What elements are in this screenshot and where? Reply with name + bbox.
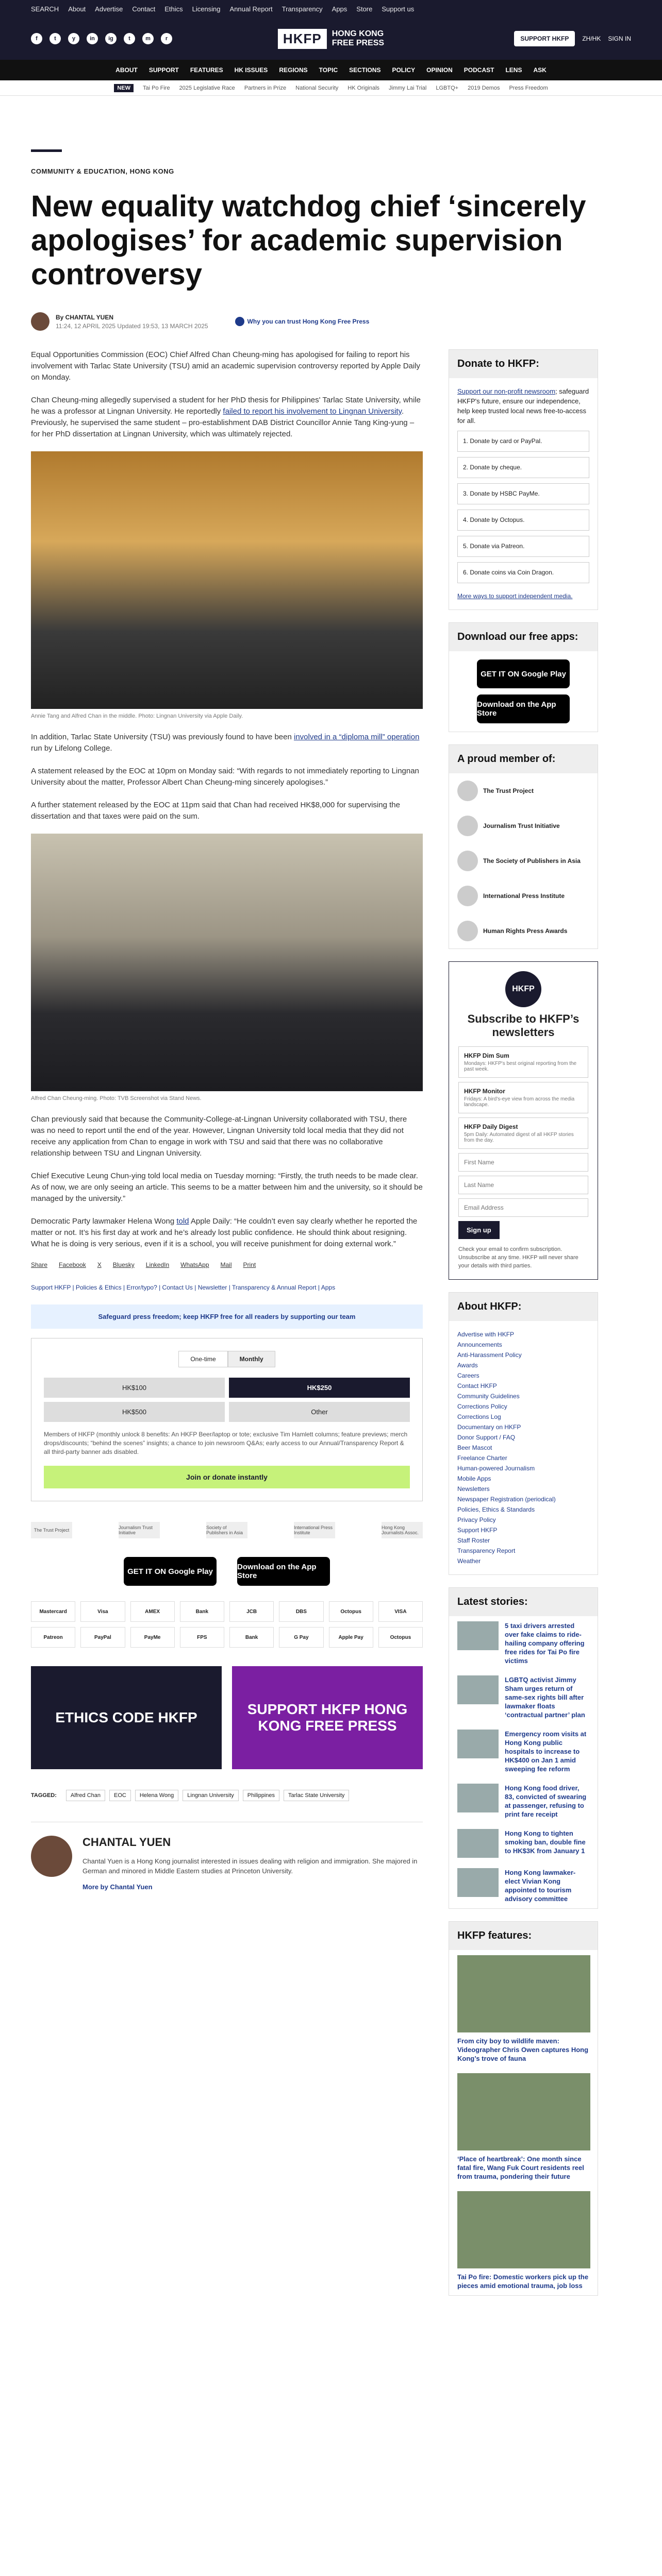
share-bar: [31, 1261, 423, 1268]
byline: [31, 312, 631, 331]
share-facebook[interactable]: Facebook: [59, 1261, 86, 1268]
paragraph: Democratic Party lawmaker Helena Wong told Apple Daily: “He couldn’t even say clearly whether he reported the matter or not. It’s his first day at work and he’s already lost public confidence. He should think about resigning. What he is doing is very serious, even if it is a school, you will receive punishment for doing external work.”: [31, 1217, 418, 1248]
about-link[interactable]: Awards: [457, 1362, 478, 1369]
latest-story[interactable]: [449, 1824, 598, 1863]
monthly-toggle[interactable]: Monthly: [228, 1351, 275, 1367]
site-header: [0, 18, 662, 60]
rss-icon[interactable]: r: [161, 33, 172, 44]
photo-caption: Annie Tang and Alfred Chan in the middle. Photo: Lingnan University via Apple Daily.: [31, 713, 243, 719]
newsletter-option[interactable]: HKFP Daily Digest 5pm Daily: Automated digest of all HKFP stories from the day.: [458, 1117, 588, 1149]
latest-title: Latest stories:: [449, 1588, 598, 1616]
feature-title[interactable]: Tai Po fire: Domestic workers pick up the pieces amid emotional trauma, job loss: [457, 2273, 589, 2290]
donate-widget: [31, 1338, 423, 1501]
about-link[interactable]: Weather: [457, 1557, 481, 1565]
tag[interactable]: Alfred Chan: [66, 1790, 105, 1801]
first-name-field[interactable]: [458, 1153, 588, 1172]
about-link[interactable]: Donor Support / FAQ: [457, 1434, 516, 1441]
trending-link[interactable]: Jimmy Lai Trial: [389, 84, 427, 91]
latest-story[interactable]: [449, 1616, 598, 1670]
about-link[interactable]: Community Guidelines: [457, 1393, 520, 1400]
join-button[interactable]: Join or donate instantly: [44, 1466, 410, 1488]
topbar-link[interactable]: Support us: [382, 5, 415, 13]
last-name-field[interactable]: [458, 1176, 588, 1194]
support-button[interactable]: SUPPORT HKFP: [514, 31, 575, 46]
payment-icon[interactable]: JCB: [229, 1601, 274, 1622]
paragraph: Chief Executive Leung Chun-ying told local media on Tuesday morning: “Firstly, the truth needs to be made clear. As of now, we are only seeing an article. This seems to be a matter between him and the university, so it should be managed by the university.”: [31, 1172, 423, 1203]
feature-title[interactable]: From city boy to wildlife maven: Videographer Chris Owen captures Hong Kong’s trove of fauna: [457, 2037, 589, 2062]
share-bluesky[interactable]: Bluesky: [112, 1261, 135, 1268]
story-title[interactable]: Emergency room visits at Hong Kong public hospitals to increase to HK$400 on Jan 1 amid sweeping fee reform: [505, 1730, 587, 1773]
payment-icon[interactable]: G Pay: [279, 1627, 323, 1648]
about-link[interactable]: Corrections Log: [457, 1413, 501, 1420]
checkmark-icon: [235, 317, 244, 326]
latest-story[interactable]: [449, 1724, 598, 1778]
partner-logo: Society of Publishers in Asia: [206, 1522, 247, 1538]
article-header: [0, 96, 662, 331]
about-link[interactable]: Corrections Policy: [457, 1403, 507, 1410]
award-logo: [457, 921, 478, 941]
newsletter-option[interactable]: HKFP Dim Sum Mondays: HKFP's best original reporting from the past week.: [458, 1046, 588, 1078]
author-bio: Chantal Yuen is a Hong Kong journalist interested in issues dealing with religion and immigration. She majored in German and minored in Middle Eastern studies at Princeton University.: [82, 1857, 418, 1875]
logo-mark: HKFP: [278, 29, 327, 49]
about-link[interactable]: Newspaper Registration (periodical): [457, 1496, 556, 1503]
tag[interactable]: Helena Wong: [135, 1790, 178, 1801]
share-linkedin[interactable]: LinkedIn: [145, 1261, 170, 1268]
jti-logo: [457, 816, 478, 836]
topbar-link[interactable]: Transparency: [282, 5, 323, 13]
about-link[interactable]: Contact HKFP: [457, 1382, 497, 1389]
newsletter-option[interactable]: HKFP Monitor Fridays: A bird's-eye view from across the media landscape.: [458, 1082, 588, 1113]
donate-option[interactable]: 4. Donate by Octopus.: [457, 510, 589, 531]
payment-icon[interactable]: Octopus: [329, 1601, 373, 1622]
topbar-link[interactable]: Annual Report: [229, 5, 273, 13]
author-photo: [31, 1836, 72, 1877]
about-link[interactable]: Announcements: [457, 1341, 502, 1348]
about-link[interactable]: Anti-Harassment Policy: [457, 1351, 522, 1359]
share-x[interactable]: X: [97, 1261, 102, 1268]
partner-logo: Journalism Trust Initiative: [119, 1522, 160, 1538]
story-thumbnail: [457, 1784, 499, 1812]
payment-icon[interactable]: VISA: [378, 1601, 423, 1622]
feature-story[interactable]: [449, 2186, 598, 2295]
trending-link[interactable]: HK Originals: [347, 84, 380, 91]
google-play-button[interactable]: GET IT ON Google Play: [477, 659, 570, 688]
donate-option[interactable]: 1. Donate by card or PayPal.: [457, 431, 589, 452]
payment-icon[interactable]: PayMe: [130, 1627, 175, 1648]
story-thumbnail: [457, 1730, 499, 1758]
inline-link[interactable]: told: [176, 1217, 189, 1226]
email-field[interactable]: [458, 1198, 588, 1217]
donate-title: Donate to HKFP:: [449, 350, 598, 378]
support-banner[interactable]: SUPPORT HKFP HONG KONG FREE PRESS: [232, 1666, 423, 1769]
nav-item[interactable]: TOPIC: [319, 66, 338, 74]
feature-story[interactable]: [449, 2068, 598, 2186]
about-link[interactable]: Human-powered Journalism: [457, 1465, 535, 1472]
features-title: HKFP features:: [449, 1922, 598, 1950]
nav-item[interactable]: LENS: [505, 66, 522, 74]
article-photo: [31, 834, 423, 1091]
latest-story[interactable]: [449, 1778, 598, 1824]
mastodon-icon[interactable]: m: [142, 33, 154, 44]
sidebar: [449, 349, 598, 2308]
payment-icon[interactable]: PayPal: [80, 1627, 125, 1648]
app-store-button[interactable]: Download on the App Store: [477, 694, 570, 723]
about-link[interactable]: Documentary on HKFP: [457, 1423, 521, 1431]
nav-item[interactable]: PODCAST: [464, 66, 494, 74]
donate-option[interactable]: 2. Donate by cheque.: [457, 457, 589, 478]
payment-icon[interactable]: Apple Pay: [329, 1627, 373, 1648]
trending-link[interactable]: Partners in Prize: [244, 84, 287, 91]
author-box: [31, 1822, 423, 1891]
article-date: 11:24, 12 APRIL 2025 Updated 19:53, 13 MARCH 2025: [56, 322, 208, 330]
paragraph: A statement released by the EOC at 10pm on Monday said: “With regards to not immediately reporting to Lingnan University about the matter, Professor Albert Chan Cheung-ming sincerely apologises.”: [31, 767, 419, 787]
about-link[interactable]: Newsletters: [457, 1485, 490, 1493]
topbar-link[interactable]: Contact: [132, 5, 156, 13]
article-category[interactable]: COMMUNITY & EDUCATION, HONG KONG: [31, 167, 174, 175]
site-logo[interactable]: [278, 29, 384, 49]
paragraph: A further statement released by the EOC at 11pm said that Chan had received HK$8,000 for supervising the dissertation and that taxes were paid on the sum.: [31, 801, 400, 821]
story-title[interactable]: Hong Kong to tighten smoking ban, double fine to HK$3K from January 1: [505, 1829, 586, 1855]
feature-image: [457, 1955, 590, 2032]
ethics-banner[interactable]: ETHICS CODE HKFP: [31, 1666, 222, 1769]
partner-logo: Hong Kong Journalists Assoc.: [382, 1522, 423, 1538]
logo-name-2: FREE PRESS: [332, 39, 385, 47]
tag[interactable]: Philippines: [243, 1790, 279, 1801]
nav-item[interactable]: SECTIONS: [349, 66, 381, 74]
paragraph: Chan previously said that because the Community-College-at-Lingnan University collaborated with TSU, there was no need to report until the end of the year. However, Lingnan University told local media that they did not receive any application from Chan to engage in work with TSU and said that there was no collaborative relationship between TSU and Lingnan University.: [31, 1115, 407, 1158]
top-bar: [0, 0, 662, 18]
nav-item[interactable]: REGIONS: [279, 66, 308, 74]
feature-image: [457, 2073, 590, 2150]
article-body: [31, 349, 423, 2308]
member-box: [449, 744, 598, 949]
facebook-icon[interactable]: f: [31, 33, 42, 44]
tag[interactable]: EOC: [109, 1790, 131, 1801]
newsletter-title: Subscribe to HKFP’s newsletters: [467, 1012, 580, 1039]
latest-box: [449, 1587, 598, 1909]
paragraph: In addition, Tarlac State University (TSU) was previously found to have been involved in a “diploma mill” operation run by Lifelong College.: [31, 733, 420, 753]
linkedin-icon[interactable]: in: [87, 33, 98, 44]
article-footer-links[interactable]: Support HKFP | Policies & Ethics | Error/typo? | Contact Us | Newsletter | Transparency & Annual Report | Apps: [31, 1284, 336, 1291]
nav-item[interactable]: OPINION: [426, 66, 453, 74]
membership-text: Members of HKFP (monthly unlock 8 benefits: An HKFP Beer/laptop or tote; exclusive Tim Hamlett columns; feature previews; merch drops/discounts; “behind the scenes” insights; a chance to join newsroom Q&As; early access to our Annual/Transparency Report & all third-party banner ads disabled.: [44, 1431, 408, 1455]
social-icons: [31, 33, 514, 44]
about-link[interactable]: Support HKFP: [457, 1527, 498, 1534]
topbar-link[interactable]: Ethics: [164, 5, 183, 13]
article-photo: [31, 451, 423, 709]
member-item[interactable]: The Trust Project: [449, 773, 598, 808]
about-link[interactable]: Privacy Policy: [457, 1516, 496, 1523]
story-thumbnail: [457, 1829, 499, 1858]
story-title[interactable]: 5 taxi drivers arrested over fake claims to ride-hailing company offering free rides for Tai Po fire victims: [505, 1622, 585, 1665]
donate-box: Donate to HKFP: Support our non-profit newsroom; safeguard HKFP's future, ensure our independence, help keep trusted local news free-to-access for all. 1. Donate by card or PayPal. 2. Donate by cheque. 3. Donate by HSBC PayMe. 4. Donate by Octopus. 5. Donate via Patreon. 6. Donate coins via Coin Dragon. More ways to support independent media.: [449, 349, 598, 610]
onetime-toggle[interactable]: One-time: [178, 1351, 227, 1367]
latest-story[interactable]: [449, 1863, 598, 1908]
trending-link[interactable]: Tai Po Fire: [142, 84, 170, 91]
amount-option[interactable]: HK$500: [44, 1402, 225, 1422]
features-box: [449, 1921, 598, 2296]
member-item[interactable]: The Society of Publishers in Asia: [449, 843, 598, 878]
main-nav: [0, 60, 662, 80]
safeguard-banner[interactable]: Safeguard press freedom; keep HKFP free for all readers by supporting our team: [31, 1304, 423, 1329]
member-item[interactable]: Human Rights Press Awards: [449, 913, 598, 948]
trending-link[interactable]: 2019 Demos: [468, 84, 500, 91]
partner-logo: International Press Institute: [294, 1522, 335, 1538]
search-link[interactable]: SEARCH: [31, 5, 59, 13]
trending-link[interactable]: LGBTQ+: [436, 84, 459, 91]
nav-item[interactable]: FEATURES: [190, 66, 223, 74]
sopa-logo: [457, 851, 478, 871]
x-icon[interactable]: t: [49, 33, 61, 44]
amount-option[interactable]: HK$100: [44, 1378, 225, 1398]
youtube-icon[interactable]: y: [68, 33, 79, 44]
feature-image: [457, 2191, 590, 2268]
payment-icon[interactable]: Patreon: [31, 1627, 75, 1648]
signup-button[interactable]: Sign up: [458, 1221, 500, 1239]
feature-title[interactable]: ‘Place of heartbreak’: One month since fatal fire, Wang Fuk Court residents reel from trauma, pondering their future: [457, 2155, 584, 2180]
about-title: About HKFP:: [449, 1293, 598, 1321]
nav-item[interactable]: POLICY: [392, 66, 416, 74]
latest-story[interactable]: [449, 1670, 598, 1724]
story-title[interactable]: Hong Kong lawmaker-elect Vivian Kong appointed to tourism advisory committee: [505, 1869, 576, 1903]
member-item[interactable]: Journalism Trust Initiative: [449, 808, 598, 843]
share-mail[interactable]: Mail: [220, 1261, 232, 1268]
share-print[interactable]: Print: [243, 1261, 256, 1268]
paragraph: Equal Opportunities Commission (EOC) Chief Alfred Chan Cheung-ming has apologised for failing to report his involvement with Tarlac State University (TSU) amid an academic supervision controversy reported by Apple Daily on Monday.: [31, 350, 421, 382]
payment-icon[interactable]: Bank: [229, 1627, 274, 1648]
story-title[interactable]: LGBTQ activist Jimmy Sham urges return of same-sex rights bill after lawmaker floats ‘contractual partner’ plan: [505, 1676, 585, 1719]
nav-item[interactable]: SUPPORT: [148, 66, 179, 74]
newsletter-box: [449, 961, 598, 1280]
google-play-button[interactable]: GET IT ON Google Play: [124, 1557, 217, 1586]
nav-item[interactable]: ABOUT: [115, 66, 138, 74]
ipi-logo: [457, 886, 478, 906]
trust-link[interactable]: [235, 317, 370, 326]
apps-box: [449, 622, 598, 732]
topbar-link[interactable]: Advertise: [95, 5, 123, 13]
apps-title: Download our free apps:: [449, 623, 598, 651]
trending-link[interactable]: Press Freedom: [509, 84, 548, 91]
author-avatar: [31, 312, 49, 331]
payment-icon[interactable]: Bank: [180, 1601, 224, 1622]
about-link[interactable]: Beer Mascot: [457, 1444, 492, 1451]
author-box-name[interactable]: CHANTAL YUEN: [82, 1836, 171, 1849]
language-link[interactable]: ZH/HK: [582, 35, 601, 42]
story-thumbnail: [457, 1868, 499, 1897]
payment-icon[interactable]: Octopus: [378, 1627, 423, 1648]
amount-option[interactable]: Other: [229, 1402, 410, 1422]
story-title[interactable]: Hong Kong food driver, 83, convicted of swearing at passenger, refusing to print fare receipt: [505, 1784, 587, 1818]
nav-item[interactable]: HK ISSUES: [234, 66, 268, 74]
payment-icon[interactable]: Visa: [80, 1601, 125, 1622]
payment-icon[interactable]: FPS: [180, 1627, 224, 1648]
donate-option[interactable]: 6. Donate coins via Coin Dragon.: [457, 562, 589, 583]
about-link[interactable]: Staff Roster: [457, 1537, 490, 1544]
title-rule: [31, 149, 62, 152]
share-whatsapp[interactable]: WhatsApp: [180, 1261, 209, 1268]
inline-link[interactable]: involved in a “diploma mill” operation: [293, 733, 420, 741]
instagram-icon[interactable]: ig: [105, 33, 117, 44]
inline-link[interactable]: failed to report his involvement to Lingnan University: [223, 407, 402, 416]
article-title: New equality watchdog chief ‘sincerely apologises’ for academic supervision controversy: [31, 190, 586, 291]
paragraph: Chan Cheung-ming allegedly supervised a student for her PhD thesis for Philippines' Tarlac State University, while he was a professor at Lingnan University. He reportedly failed to report his involvement to Lingnan University. Previously, he supervised the same student – pro-establishment DAB District Councillor Annie Tang King-yung – for her PhD dissertation at Lingnan University, which was ultimately rejected.: [31, 396, 421, 438]
author-name[interactable]: By CHANTAL YUEN: [56, 313, 114, 321]
trust-project-logo: [457, 781, 478, 801]
topbar-link[interactable]: About: [68, 5, 86, 13]
payment-methods: [31, 1601, 423, 1648]
donate-option[interactable]: 3. Donate by HSBC PayMe.: [457, 483, 589, 504]
payment-icon[interactable]: AMEX: [130, 1601, 175, 1622]
member-title: A proud member of:: [449, 745, 598, 773]
newsletter-fine-print: Check your email to confirm subscription. Unsubscribe at any time. HKFP will never share your details with third parties.: [458, 1246, 578, 1269]
trending-link[interactable]: 2025 Legislative Race: [179, 84, 235, 91]
feature-story[interactable]: [449, 1950, 598, 2068]
tag[interactable]: Tarlac State University: [284, 1790, 349, 1801]
payment-icon[interactable]: DBS: [279, 1601, 323, 1622]
about-link[interactable]: Advertise with HKFP: [457, 1331, 515, 1338]
tags-label: TAGGED:: [31, 1792, 57, 1799]
about-link[interactable]: Policies, Ethics & Standards: [457, 1506, 535, 1513]
logo-name-1: HONG KONG: [332, 29, 384, 38]
topbar-link[interactable]: Apps: [332, 5, 347, 13]
nav-item[interactable]: ASK: [533, 66, 547, 74]
about-link[interactable]: Mobile Apps: [457, 1475, 491, 1482]
threads-icon[interactable]: t: [124, 33, 135, 44]
partner-logo: The Trust Project: [31, 1522, 72, 1538]
tags: [31, 1790, 423, 1801]
more-ways-link[interactable]: More ways to support independent media.: [457, 592, 573, 600]
about-link[interactable]: Freelance Charter: [457, 1454, 507, 1462]
amount-option-selected[interactable]: HK$250: [229, 1378, 410, 1398]
member-item[interactable]: International Press Institute: [449, 878, 598, 913]
about-link[interactable]: Transparency Report: [457, 1547, 516, 1554]
donate-link[interactable]: Support our non-profit newsroom: [457, 387, 556, 395]
more-by-author-link[interactable]: More by Chantal Yuen: [82, 1883, 153, 1891]
topbar-link[interactable]: Store: [356, 5, 373, 13]
about-box: [449, 1292, 598, 1575]
story-thumbnail: [457, 1621, 499, 1650]
story-thumbnail: [457, 1675, 499, 1704]
app-store-button[interactable]: Download on the App Store: [237, 1557, 330, 1586]
payment-icon[interactable]: Mastercard: [31, 1601, 75, 1622]
tag[interactable]: Lingnan University: [183, 1790, 239, 1801]
hkfp-badge: HKFP: [505, 971, 541, 1007]
about-link[interactable]: Careers: [457, 1372, 479, 1379]
trending-bar: [0, 80, 662, 96]
donate-option[interactable]: 5. Donate via Patreon.: [457, 536, 589, 557]
trending-link[interactable]: National Security: [295, 84, 339, 91]
share-label: Share: [31, 1261, 48, 1268]
photo-caption: Alfred Chan Cheung-ming. Photo: TVB Screenshot via Stand News.: [31, 1095, 202, 1101]
trending-label: NEW: [114, 84, 134, 92]
signin-link[interactable]: SIGN IN: [608, 35, 631, 42]
partner-logos: [31, 1522, 423, 1538]
topbar-link[interactable]: Licensing: [192, 5, 221, 13]
trust-label: Why you can trust Hong Kong Free Press: [247, 318, 370, 325]
